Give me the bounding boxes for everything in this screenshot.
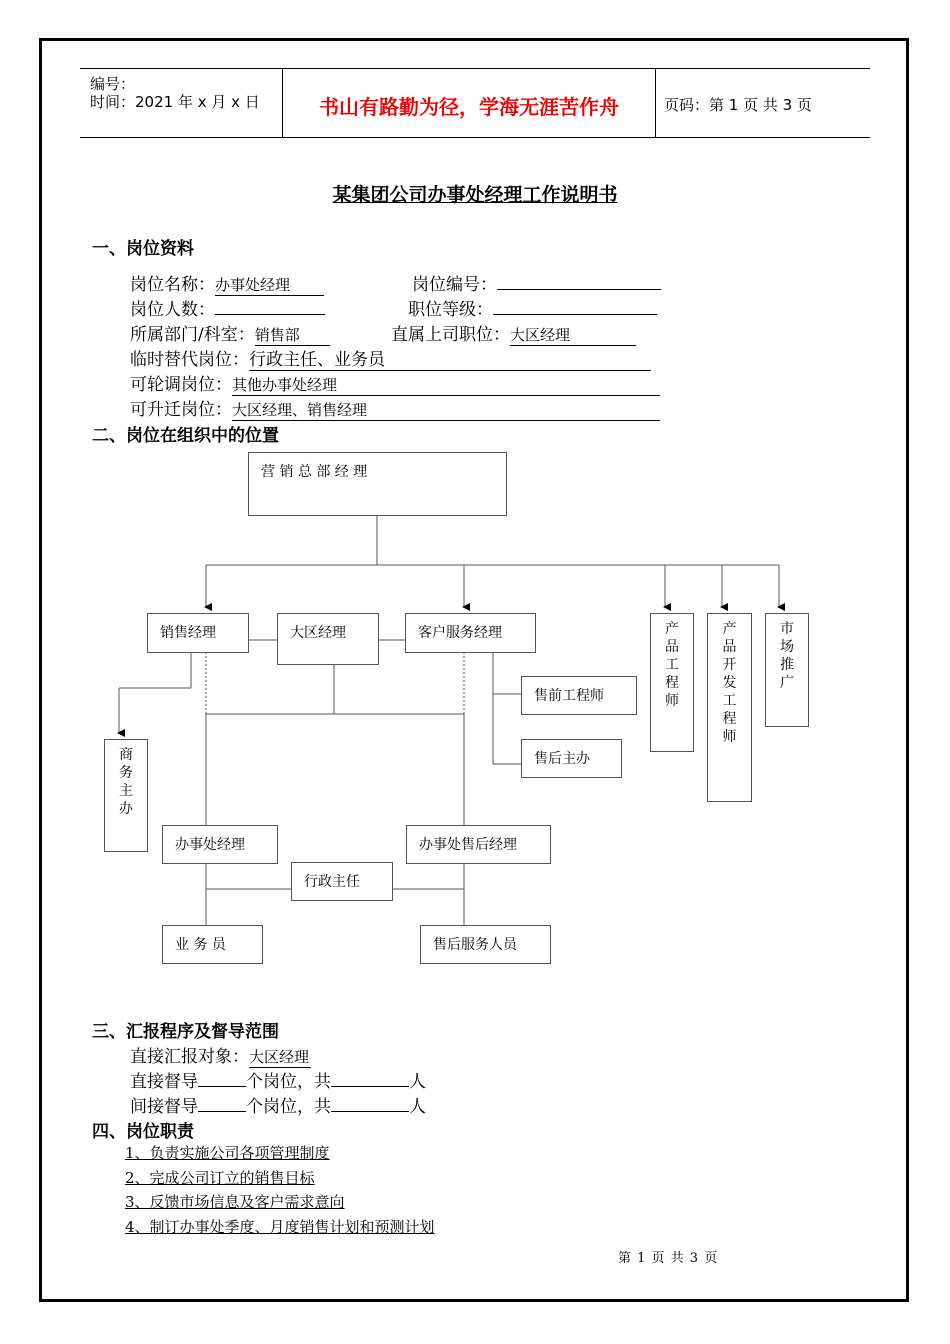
org-node-top-label: 营 销 总 部 经 理 xyxy=(261,464,368,480)
rotate-label: 可轮调岗位： xyxy=(130,375,232,395)
org-node-aftersales-staff-label: 售后服务人员 xyxy=(433,937,517,953)
indirect-supervise-middle: 个岗位，共 xyxy=(246,1097,331,1117)
superior-label: 直属上司职位： xyxy=(391,325,510,345)
duty-item: 1、负责实施公司各项管理制度 xyxy=(125,1144,330,1162)
page-footer: 第 1 页 共 3 页 xyxy=(618,1251,719,1266)
org-node-salesman-label: 业 务 员 xyxy=(175,937,226,953)
grade-label: 职位等级： xyxy=(408,300,493,320)
org-node-salesman xyxy=(162,925,263,964)
org-node-marketing xyxy=(765,613,809,727)
section4-heading: 四、岗位职责 xyxy=(92,1122,194,1142)
org-node-product-dev-engineer-label: 产品开发工程师 xyxy=(722,621,737,745)
direct-supervise-middle: 个岗位，共 xyxy=(246,1072,331,1092)
org-node-customer-service-manager xyxy=(405,613,536,653)
indirect-posts-blank xyxy=(198,1095,246,1112)
org-node-business-supervisor-label: 商务主办 xyxy=(119,747,133,817)
duty-item: 2、完成公司订立的销售目标 xyxy=(125,1169,315,1187)
org-node-sales-manager xyxy=(147,613,249,653)
rotate-value: 其他办事处经理 xyxy=(232,374,660,396)
page-info: 页码：第 1 页 共 3 页 xyxy=(664,96,812,114)
org-node-marketing-label: 市场推广 xyxy=(780,621,794,691)
org-node-product-dev-engineer xyxy=(707,613,752,802)
org-node-aftersales-supervisor xyxy=(521,739,622,778)
org-node-aftersales-supervisor-label: 售后主办 xyxy=(534,751,590,767)
direct-supervise-prefix: 直接督导 xyxy=(130,1072,198,1092)
promote-value: 大区经理、销售经理 xyxy=(232,399,660,421)
section3-heading: 三、汇报程序及督导范围 xyxy=(92,1022,279,1042)
org-node-top xyxy=(248,452,507,516)
post-count-label: 岗位人数： xyxy=(130,300,215,320)
time-label: 时间：2021 年 x 月 x 日 xyxy=(90,93,260,111)
number-label: 编号： xyxy=(90,75,136,93)
duty-item: 4、制订办事处季度、月度销售计划和预测计划 xyxy=(125,1218,435,1236)
section2-heading: 二、岗位在组织中的位置 xyxy=(92,426,279,446)
indirect-supervise-suffix: 人 xyxy=(409,1097,426,1117)
org-node-aftersales-staff xyxy=(420,925,551,964)
post-name-value: 办事处经理 xyxy=(215,274,324,296)
org-node-csm-label: 客户服务经理 xyxy=(418,625,502,641)
org-node-presales-engineer xyxy=(521,676,637,715)
org-node-office-manager xyxy=(162,825,278,864)
document-title: 某集团公司办事处经理工作说明书 xyxy=(332,184,618,206)
section1-heading: 一、岗位资料 xyxy=(92,239,194,259)
indirect-supervise-prefix: 间接督导 xyxy=(130,1097,198,1117)
org-node-sales-manager-label: 销售经理 xyxy=(160,625,216,641)
indirect-supervise-row xyxy=(130,1092,426,1117)
direct-supervise-suffix: 人 xyxy=(409,1072,426,1092)
org-node-office-aftersales-label: 办事处售后经理 xyxy=(419,837,517,853)
duty-item: 3、反馈市场信息及客户需求意向 xyxy=(125,1193,345,1211)
org-node-office-aftersales-manager xyxy=(406,825,551,864)
org-node-product-engineer xyxy=(650,613,694,752)
org-node-regional-manager-label: 大区经理 xyxy=(290,625,346,641)
promote-label: 可升迁岗位： xyxy=(130,400,232,420)
dept-value: 销售部 xyxy=(255,324,330,346)
org-node-admin-director-label: 行政主任 xyxy=(304,874,360,890)
report-value: 大区经理 xyxy=(249,1048,310,1066)
org-node-regional-manager xyxy=(277,613,379,665)
org-node-admin-director xyxy=(291,862,393,901)
indirect-people-blank xyxy=(331,1095,409,1112)
org-node-presales-label: 售前工程师 xyxy=(534,688,604,704)
org-node-business-supervisor xyxy=(104,739,148,852)
report-row xyxy=(130,1042,311,1068)
dept-label: 所属部门/科室： xyxy=(130,325,255,345)
post-no-label: 岗位编号： xyxy=(412,275,497,295)
substitute-label: 临时替代岗位： xyxy=(130,350,249,370)
direct-supervise-row xyxy=(130,1067,426,1092)
report-label: 直接汇报对象： xyxy=(130,1047,249,1067)
org-node-office-manager-label: 办事处经理 xyxy=(175,837,245,853)
direct-people-blank xyxy=(331,1070,409,1087)
motto: 书山有路勤为径，学海无涯苦作舟 xyxy=(319,95,619,119)
substitute-value: 行政主任、业务员 xyxy=(249,345,651,371)
superior-value: 大区经理 xyxy=(510,324,636,346)
direct-posts-blank xyxy=(198,1070,246,1087)
org-node-product-engineer-label: 产品工程师 xyxy=(665,621,679,709)
post-name-label: 岗位名称： xyxy=(130,275,215,295)
